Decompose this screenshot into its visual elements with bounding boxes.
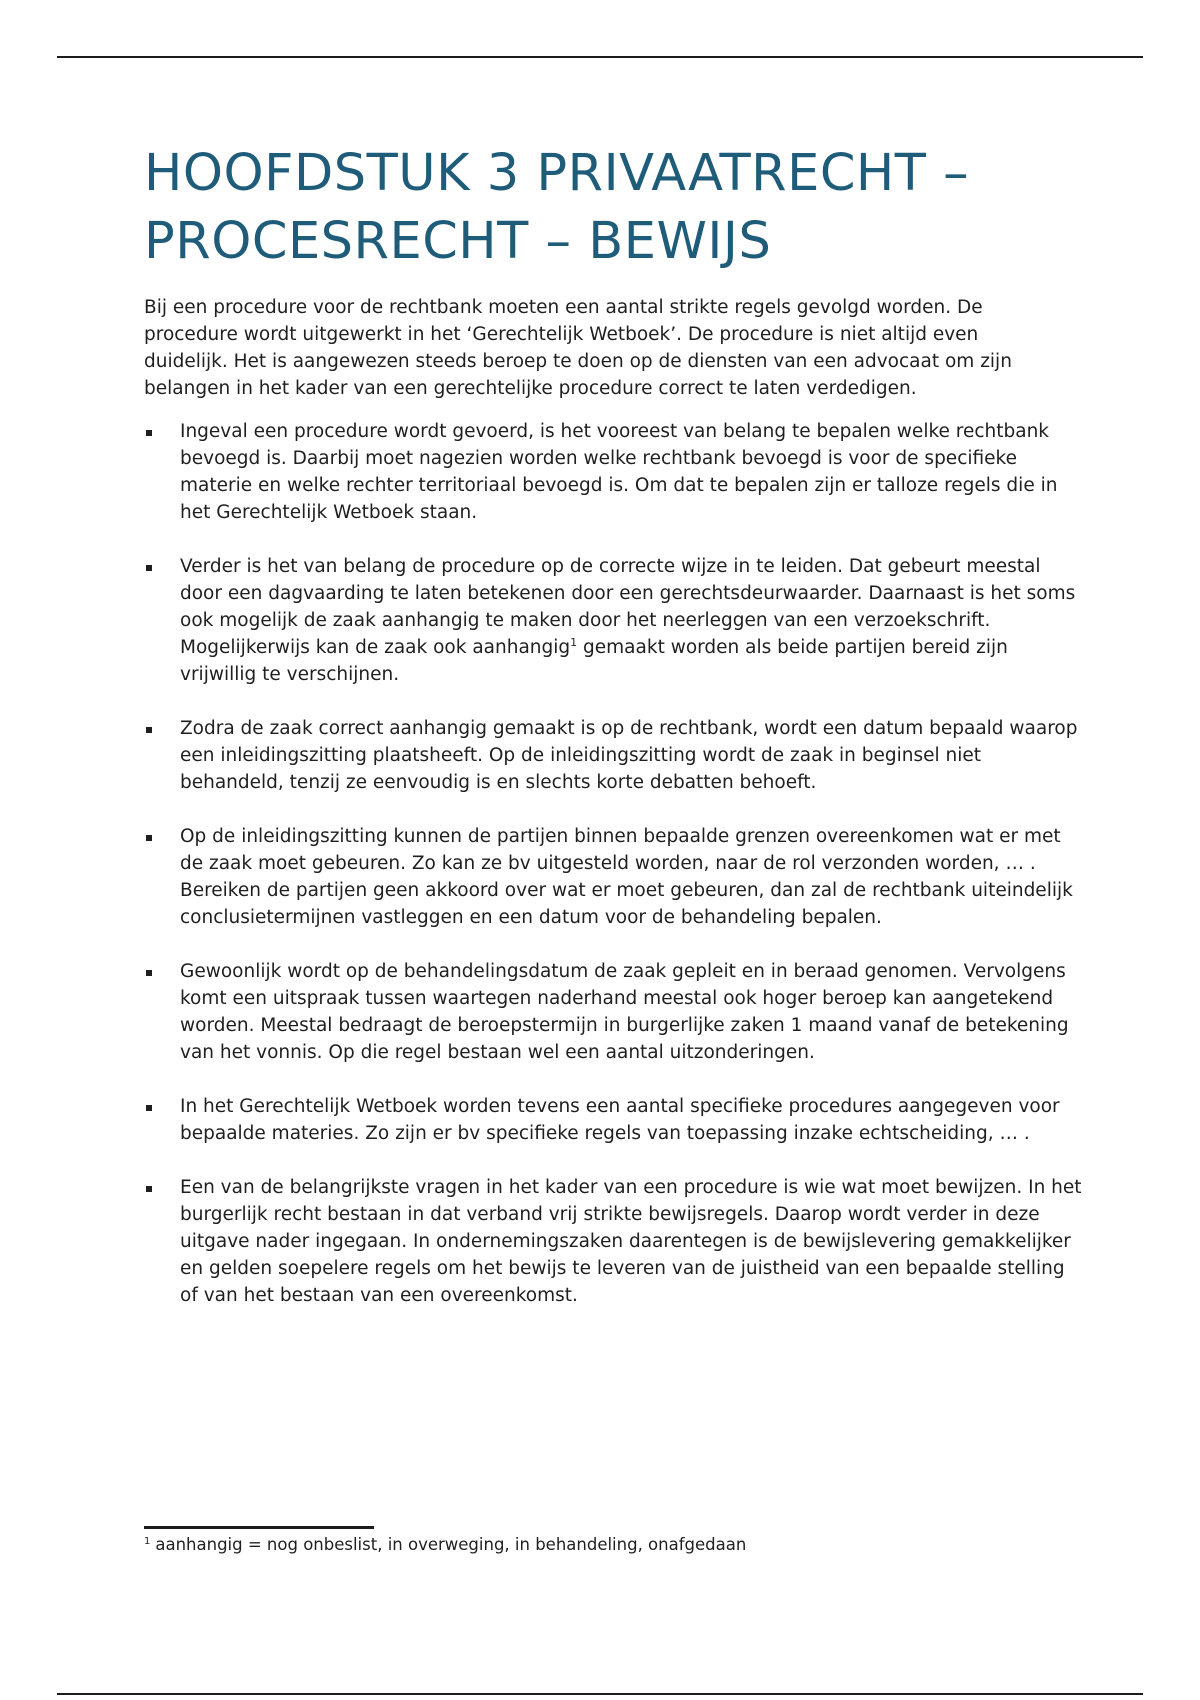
square-bullet-icon [146, 430, 152, 436]
intro-paragraph: Bij een procedure voor de rechtbank moeten een aantal strikte regels gevolgd worden. De procedure wordt uitgewerkt in het ‘Gerechtelijk Wetboek’. De procedure is niet altijd even duidelijk. Het is aangewezen steeds beroep te doen op de diensten van een advocaat om zijn belangen in het kader van een gerechtelijke procedure correct te laten verdedigen. [144, 297, 1012, 399]
bullet-text: Gewoonlijk wordt op de behandelingsdatum de zaak gepleit en in beraad genomen. Vervolgens komt een uitspraak tussen waartegen naderhand meestal ook hoger beroep kan aangetekend worden. Meestal bedraagt de beroepstermijn in burgerlijke zaken 1 maand vanaf de betekening van het vonnis. Op die regel bestaan wel een aantal uitzonderingen. [180, 961, 1069, 1063]
bullet-text: Zodra de zaak correct aanhangig gemaakt is op de rechtbank, wordt een datum bepaald waarop een inleidingszitting plaatsheeft. Op de inleidingszitting wordt de zaak in beginsel niet behandeld, tenzij ze eenvoudig is en slechts korte debatten behoeft. [180, 718, 1078, 793]
bullet-item [144, 823, 1085, 931]
bullet-text: Ingeval een procedure wordt gevoerd, is het vooreest van belang te bepalen welke rechtbank bevoegd is. Daarbij moet nagezien worden welke rechtbank bevoegd is voor de specifieke materie en welke rechter territoriaal bevoegd is. Om dat te bepalen zijn er talloze regels die in het Gerechtelijk Wetboek staan. [180, 421, 1058, 523]
bullet-item [144, 715, 1085, 796]
bullet-item [144, 553, 1085, 688]
bullet-item [144, 958, 1085, 1066]
bullet-list [144, 418, 1082, 1309]
header-rule [57, 56, 1143, 58]
chapter-title-line-1: HOOFDSTUK 3 PRIVAATRECHT – [144, 144, 970, 203]
footnote-text: aanhangig = nog onbeslist, in overweging, in behandeling, onafgedaan [155, 1535, 747, 1554]
footnote [144, 1533, 746, 1557]
bullet-text-continued: gemaakt worden als beide partijen bereid zijn vrijwillig te verschijnen. [180, 637, 1008, 685]
bullet-text: In het Gerechtelijk Wetboek worden tevens een aantal specifieke procedures aangegeven voor bepaalde materies. Zo zijn er bv specifieke regels van toepassing inzake echtscheiding, … . [180, 1096, 1060, 1144]
bullet-text: Een van de belangrijkste vragen in het kader van een procedure is wie wat moet bewijzen. In het burgerlijk recht bestaan in dat verband vrij strikte bewijsregels. Daarop wordt verder in deze uitgave nader ingegaan. In ondernemingszaken daarentegen is de bewijslevering gemakkelijker en gelden soepelere regels om het bewijs te leveren van de juistheid van een bepaalde stelling of van het bestaan van een overeenkomst. [180, 1177, 1082, 1306]
bullet-text: Verder is het van belang de procedure op de correcte wijze in te leiden. Dat gebeurt meestal door een dagvaarding te laten betekenen door een gerechtsdeurwaarder. Daarnaast is het soms ook mogelijk de zaak aanhangig te maken door het neerleggen van een verzoekschrift. Mogelijkerwijs kan de zaak ook aanhangig [180, 556, 1076, 658]
footnote-separator [144, 1526, 374, 1529]
bullet-item [144, 1174, 1085, 1309]
bullet-item [144, 1093, 1085, 1147]
footer-rule [57, 1693, 1143, 1695]
square-bullet-icon [146, 727, 152, 733]
square-bullet-icon [146, 1105, 152, 1111]
footnote-marker: 1 [144, 1535, 151, 1547]
document-body [144, 140, 1082, 1336]
square-bullet-icon [146, 1186, 152, 1192]
chapter-title [144, 140, 1064, 276]
square-bullet-icon [146, 565, 152, 571]
bullet-item [144, 418, 1085, 526]
square-bullet-icon [146, 835, 152, 841]
chapter-title-line-2: PROCESRECHT – BEWIJS [144, 212, 772, 271]
footnote-reference[interactable]: 1 [570, 635, 578, 649]
square-bullet-icon [146, 970, 152, 976]
bullet-text: Op de inleidingszitting kunnen de partijen binnen bepaalde grenzen overeenkomen wat er met de zaak moet gebeuren. Zo kan ze bv uitgesteld worden, naar de rol verzonden worden, … . Bereiken de partijen geen akkoord over wat er moet gebeuren, dan zal de rechtbank uiteindelijk conclusietermijnen vastleggen en een datum voor de behandeling bepalen. [180, 826, 1073, 928]
